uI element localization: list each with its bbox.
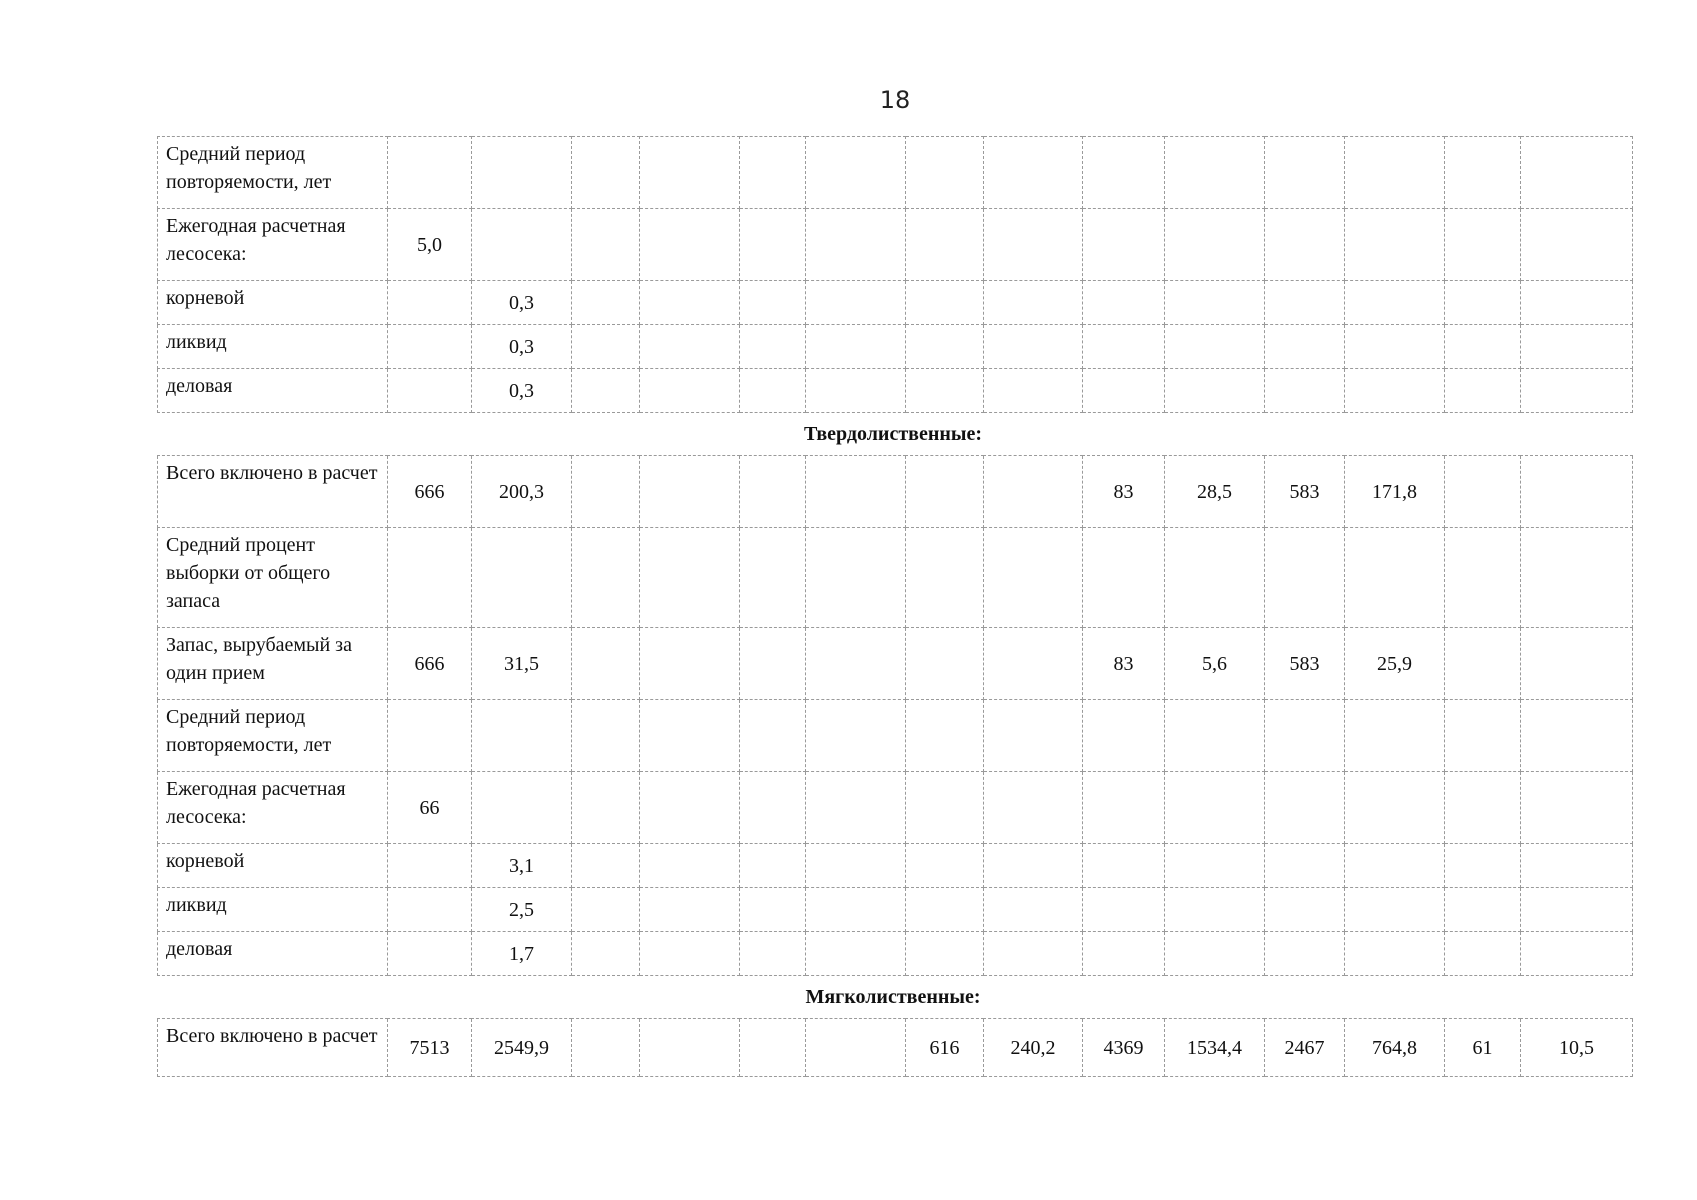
table-cell [740, 325, 806, 369]
table-cell [572, 628, 640, 700]
table-cell [906, 281, 984, 325]
table-cell [740, 772, 806, 844]
table-cell: 583 [1265, 456, 1345, 528]
table-cell [1445, 325, 1521, 369]
table-cell [740, 369, 806, 413]
table-cell [1445, 369, 1521, 413]
table-cell [806, 700, 906, 772]
table-cell: 0,3 [472, 325, 572, 369]
table-cell [740, 209, 806, 281]
table-cell [388, 528, 472, 628]
table-cell [984, 528, 1083, 628]
section-title: Мягколиственные: [158, 976, 1633, 1019]
table-row [158, 137, 1633, 209]
table-cell [1265, 772, 1345, 844]
row-label: корневой [158, 844, 388, 888]
table-row [158, 700, 1633, 772]
table-cell [1083, 528, 1165, 628]
table-cell [906, 528, 984, 628]
table-cell [572, 700, 640, 772]
table-cell [906, 209, 984, 281]
table-row [158, 1019, 1633, 1077]
table-cell [572, 456, 640, 528]
table-cell [906, 456, 984, 528]
table-cell [740, 456, 806, 528]
table-cell: 28,5 [1165, 456, 1265, 528]
table-cell [572, 528, 640, 628]
table-cell [1165, 369, 1265, 413]
table-cell [1521, 325, 1633, 369]
table-cell: 666 [388, 628, 472, 700]
table-cell [984, 888, 1083, 932]
table-cell: 4369 [1083, 1019, 1165, 1077]
table-cell [806, 888, 906, 932]
table-cell: 5,0 [388, 209, 472, 281]
table-cell [1083, 772, 1165, 844]
table-cell [388, 137, 472, 209]
table-cell [1521, 628, 1633, 700]
table-row [158, 772, 1633, 844]
table-cell: 5,6 [1165, 628, 1265, 700]
table-cell [806, 209, 906, 281]
table-cell [806, 844, 906, 888]
table-cell [1083, 844, 1165, 888]
table-cell: 7513 [388, 1019, 472, 1077]
table-cell [1265, 888, 1345, 932]
table-cell [984, 456, 1083, 528]
row-label: Ежегодная расчетная лесосека: [158, 772, 388, 844]
table-cell: 616 [906, 1019, 984, 1077]
table-cell [1083, 137, 1165, 209]
table-cell [984, 844, 1083, 888]
table-cell [1345, 325, 1445, 369]
table-cell [906, 844, 984, 888]
table-cell [906, 888, 984, 932]
table-row [158, 369, 1633, 413]
table-cell: 200,3 [472, 456, 572, 528]
table-cell [1345, 209, 1445, 281]
table-cell: 583 [1265, 628, 1345, 700]
table-cell [640, 281, 740, 325]
table-cell [1521, 844, 1633, 888]
table-cell [1345, 369, 1445, 413]
table-cell [984, 369, 1083, 413]
table-cell [572, 772, 640, 844]
table-row [158, 628, 1633, 700]
table-cell [1265, 369, 1345, 413]
table-cell: 2,5 [472, 888, 572, 932]
table-cell [640, 888, 740, 932]
table-cell [740, 281, 806, 325]
table-cell [984, 325, 1083, 369]
table-cell: 83 [1083, 456, 1165, 528]
table-cell [572, 932, 640, 976]
table-row [158, 932, 1633, 976]
table-row [158, 456, 1633, 528]
table-row [158, 888, 1633, 932]
table-cell [640, 456, 740, 528]
table-cell [1083, 888, 1165, 932]
table-cell: 240,2 [984, 1019, 1083, 1077]
row-label: деловая [158, 369, 388, 413]
table-cell: 10,5 [1521, 1019, 1633, 1077]
table-cell [1521, 932, 1633, 976]
table-cell [1445, 456, 1521, 528]
table-cell: 171,8 [1345, 456, 1445, 528]
table-cell [1165, 700, 1265, 772]
table-cell [984, 932, 1083, 976]
table-cell [1445, 772, 1521, 844]
table-cell [1265, 209, 1345, 281]
table-cell [640, 628, 740, 700]
table-cell [640, 700, 740, 772]
table-cell [640, 1019, 740, 1077]
table-cell [1445, 137, 1521, 209]
table-cell [1345, 888, 1445, 932]
table-cell [1165, 888, 1265, 932]
table-cell [572, 888, 640, 932]
table-cell [1521, 888, 1633, 932]
table-cell [806, 281, 906, 325]
table-cell: 2467 [1265, 1019, 1345, 1077]
table-cell [1445, 700, 1521, 772]
table-cell [572, 209, 640, 281]
table-cell [1165, 844, 1265, 888]
table-cell [1083, 325, 1165, 369]
table-row [158, 281, 1633, 325]
table-cell [806, 369, 906, 413]
table-cell [1345, 137, 1445, 209]
table-cell [984, 137, 1083, 209]
data-table [157, 136, 1633, 1077]
table-cell [1345, 932, 1445, 976]
table-cell [640, 209, 740, 281]
table-cell [1445, 281, 1521, 325]
table-cell [572, 369, 640, 413]
table-cell [1083, 209, 1165, 281]
table-cell [1445, 844, 1521, 888]
table-row [158, 844, 1633, 888]
table-cell [640, 528, 740, 628]
table-cell [740, 528, 806, 628]
section-title: Твердолиственные: [158, 413, 1633, 456]
table-cell [906, 932, 984, 976]
row-label: Всего включено в расчет [158, 1019, 388, 1077]
table-cell [740, 137, 806, 209]
table-cell: 666 [388, 456, 472, 528]
table-cell [572, 1019, 640, 1077]
table-cell [1265, 528, 1345, 628]
row-label: деловая [158, 932, 388, 976]
table-cell [1521, 137, 1633, 209]
table-cell [1521, 456, 1633, 528]
table-cell [472, 209, 572, 281]
table-cell [806, 772, 906, 844]
row-label: Ежегодная расчетная лесосека: [158, 209, 388, 281]
table-cell [1165, 281, 1265, 325]
table-cell [806, 456, 906, 528]
table-cell [472, 772, 572, 844]
table-cell [640, 137, 740, 209]
table-row [158, 325, 1633, 369]
table-cell [906, 700, 984, 772]
row-label: Всего включено в расчет [158, 456, 388, 528]
table-cell [806, 932, 906, 976]
table-cell [1521, 528, 1633, 628]
table-cell [984, 772, 1083, 844]
section-header-row [158, 413, 1633, 456]
table-cell [572, 844, 640, 888]
table-cell [906, 628, 984, 700]
table-cell [1083, 932, 1165, 976]
row-label: Средний период повторяемости, лет [158, 700, 388, 772]
table-cell [806, 325, 906, 369]
table-cell [388, 888, 472, 932]
table-cell [388, 369, 472, 413]
table-cell [1521, 700, 1633, 772]
table-cell [984, 281, 1083, 325]
table-cell [472, 700, 572, 772]
table-cell [1521, 772, 1633, 844]
table-row [158, 528, 1633, 628]
table-cell [1445, 528, 1521, 628]
table-cell [1521, 209, 1633, 281]
table-cell [740, 888, 806, 932]
table-cell [472, 528, 572, 628]
row-label: ликвид [158, 888, 388, 932]
table-cell [906, 325, 984, 369]
table-cell [388, 281, 472, 325]
table-row [158, 209, 1633, 281]
table-cell: 2549,9 [472, 1019, 572, 1077]
table-cell [572, 137, 640, 209]
table-cell: 1,7 [472, 932, 572, 976]
table-cell [1345, 281, 1445, 325]
table-cell [906, 137, 984, 209]
table-cell [572, 325, 640, 369]
table-cell [1083, 700, 1165, 772]
table-cell [1345, 844, 1445, 888]
table-cell [806, 1019, 906, 1077]
table-cell: 61 [1445, 1019, 1521, 1077]
table-cell [640, 844, 740, 888]
table-cell [388, 844, 472, 888]
table-cell: 25,9 [1345, 628, 1445, 700]
table-cell [1521, 369, 1633, 413]
table-cell [1345, 700, 1445, 772]
table-cell [1265, 281, 1345, 325]
table-cell: 66 [388, 772, 472, 844]
table-cell [1265, 700, 1345, 772]
table-cell: 764,8 [1345, 1019, 1445, 1077]
row-label: Средний период повторяемости, лет [158, 137, 388, 209]
table-cell: 3,1 [472, 844, 572, 888]
table-cell [740, 700, 806, 772]
table-cell [1265, 932, 1345, 976]
table-cell [984, 209, 1083, 281]
table-cell [388, 700, 472, 772]
table-cell [740, 844, 806, 888]
table-cell [806, 137, 906, 209]
table-cell [572, 281, 640, 325]
table-cell: 0,3 [472, 281, 572, 325]
table-cell [806, 628, 906, 700]
table-cell [906, 369, 984, 413]
table-cell [906, 772, 984, 844]
table-cell [1445, 628, 1521, 700]
table-cell [1521, 281, 1633, 325]
table-cell [806, 528, 906, 628]
table-cell [1445, 888, 1521, 932]
table-cell [1345, 528, 1445, 628]
table-cell [388, 325, 472, 369]
table-cell [1265, 844, 1345, 888]
table-cell: 83 [1083, 628, 1165, 700]
page-number: 18 [879, 86, 911, 114]
table-cell [472, 137, 572, 209]
table-cell [1165, 772, 1265, 844]
row-label: Средний процент выборки от общего запаса [158, 528, 388, 628]
table-cell: 31,5 [472, 628, 572, 700]
table-cell [1165, 932, 1265, 976]
table-cell [1165, 528, 1265, 628]
table-cell [1083, 369, 1165, 413]
table-cell [1083, 281, 1165, 325]
table-cell [1265, 137, 1345, 209]
section-header-row [158, 976, 1633, 1019]
table-cell [1445, 932, 1521, 976]
table-cell [984, 700, 1083, 772]
table-cell [984, 628, 1083, 700]
table-cell [640, 772, 740, 844]
table-cell [640, 325, 740, 369]
table-cell [1445, 209, 1521, 281]
row-label: ликвид [158, 325, 388, 369]
table-cell: 1534,4 [1165, 1019, 1265, 1077]
table-cell [1165, 137, 1265, 209]
row-label: корневой [158, 281, 388, 325]
table-cell [1265, 325, 1345, 369]
table-cell [1165, 209, 1265, 281]
table-cell [740, 932, 806, 976]
table-cell [640, 932, 740, 976]
table-cell [740, 628, 806, 700]
table-cell [388, 932, 472, 976]
row-label: Запас, вырубаемый за один прием [158, 628, 388, 700]
table-cell [640, 369, 740, 413]
table-cell [740, 1019, 806, 1077]
table-cell: 0,3 [472, 369, 572, 413]
table-cell [1165, 325, 1265, 369]
table-cell [1345, 772, 1445, 844]
